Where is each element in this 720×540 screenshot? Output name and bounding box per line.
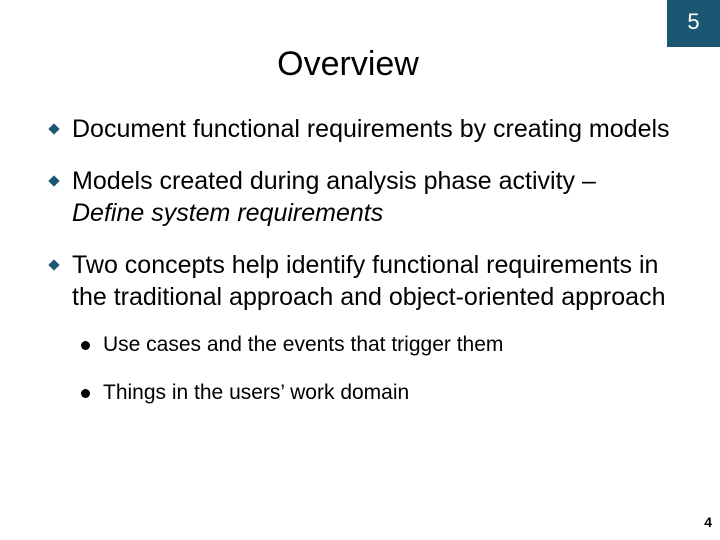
dot-bullet-icon [81, 389, 90, 398]
diamond-bullet-icon [48, 175, 59, 186]
slide-title: Overview [277, 45, 419, 83]
diamond-bullet-icon [48, 259, 59, 270]
slide-number-badge: 5 [667, 0, 720, 47]
page-number: 4 [704, 514, 712, 530]
bullet-item-2-emphasis: Define system requirements [72, 199, 384, 227]
bullet-item-3-continuation: the traditional approach and object-oriented approach [72, 283, 666, 311]
sub-bullet-item-2: Things in the users’ work domain [103, 381, 410, 404]
bullet-item-1: Document functional requirements by creating models [72, 115, 670, 143]
dot-bullet-icon [81, 341, 90, 350]
bullet-item-2: Models created during analysis phase activity – [72, 167, 596, 195]
diamond-bullet-icon [48, 123, 59, 134]
sub-bullet-item-1: Use cases and the events that trigger them [103, 333, 504, 356]
bullet-item-3: Two concepts help identify functional requirements in [72, 251, 659, 279]
